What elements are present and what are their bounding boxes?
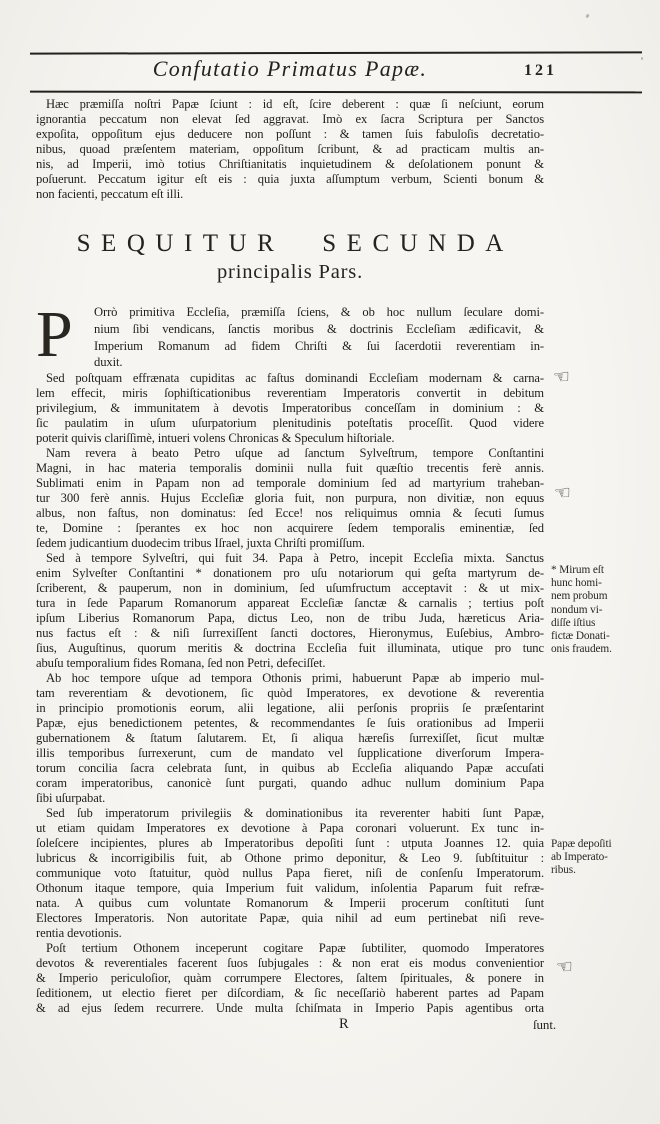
- manicule-icon: ☜: [552, 365, 571, 389]
- text-line: nibus, quoad præſentem materiam, oppoſitum ſcribunt, & ad practicam multis an-: [36, 142, 544, 156]
- ink-speck: [585, 14, 590, 19]
- text-line: ut etiam quidam Imperatores ex devotione à Papa coronari voluerunt. Ex tunc in-: [36, 821, 544, 836]
- text-line: coram imperatoribus, canonicè ſunt purgati, quando adhuc nullum dominium Papa: [36, 776, 544, 791]
- text-line: tura in ſede Paparum Romanorum appareat Eccleſiæ ſanctæ & carnalis ; tertius poſt: [36, 596, 544, 611]
- text-line: Magni, in hac materia temporalis dominii nulla fuit quæſtio trecentis ferè annis.: [36, 461, 544, 476]
- margin-note-line: ribus.: [551, 864, 576, 877]
- margin-note-line: onis fraudem.: [551, 643, 612, 656]
- text-line: Electores Imperatoris. Non autoritate Papæ, quia nihil ad eum pertinebat niſi reve-: [36, 911, 544, 926]
- text-line: Hæc præmiſſa noſtri Papæ ſciunt : id eſt, ſcire deberent : quæ ſi neſciunt, eorum: [46, 97, 544, 111]
- margin-note-line: Papæ depoſiti: [551, 838, 612, 850]
- text-line: Orrò primitiva Eccleſia, præmiſſa ſciens, & ob hoc nullum ſeculare domi-: [94, 305, 544, 319]
- text-line: & Imperio periculoſior, quàm corrumpere Electores, ſaltem ſpirituales, & ponere in: [36, 971, 544, 986]
- paragraph: [36, 446, 544, 551]
- text-line: Nam revera à beato Petro uſque ad ſanctum Sylveſtrum, tempore Conſtantini: [46, 446, 544, 461]
- margin-note-donation: [551, 564, 647, 656]
- text-line: ſcriberent, & pauperum, non in dominium, ſed uſumfructum acceptavit : & ut mix-: [36, 581, 544, 596]
- text-line: te, Domine : ſperantes ex hoc non acquirere ſedem temporalis eminentiæ, ſed: [36, 521, 544, 536]
- margin-note-line: nondum vi-: [551, 603, 603, 616]
- text-line: nus factus eſt : & niſi ſurrexiſſent ſancti doctores, Hieronymus, Euſebius, Ambro-: [36, 626, 544, 641]
- section-heading: SEQUITUR SECUNDA: [76, 230, 514, 257]
- text-line: Ab hoc tempore uſque ad tempora Othonis primi, habuerunt Papæ ab imperio mul-: [46, 671, 544, 686]
- drop-cap: P: [36, 298, 73, 371]
- paragraph: [36, 806, 544, 941]
- text-line: communique voto ſtatuitur, quòd nullus Papa fieret, niſi de conſenſu Imperatorum.: [36, 866, 544, 881]
- header-rule-bottom: [30, 91, 642, 94]
- text-line: Imperium Romanum ad fidem Chriſti & ſui ſacerdotii reverentiam in-: [94, 338, 544, 353]
- opening-paragraph: [36, 97, 544, 202]
- margin-note-line: * Mirum eſt: [551, 564, 604, 576]
- text-line: privilegium, & immunitatem à devotis Imperatoribus conceſſam in dominium : &: [36, 401, 544, 416]
- section-subheading: principalis Pars.: [216, 261, 364, 283]
- text-line: abuſu temporalium fides Romana, ſed non Petri, defeciſſet.: [36, 656, 326, 671]
- text-line: illis temporibus ſurrexerunt, cum de mandato vel ſupplicatione diverſorum Impera-: [36, 746, 544, 761]
- text-line: ſius, Auguſtinus, quorum meritis & doctrina Eccleſia fuit illuminata, utique pro tunc: [36, 641, 544, 656]
- text-line: ſoleſcere incipientes, plures ab Imperatoribus depoſiti ſunt : utputa Joannes 12. quia: [36, 836, 544, 851]
- text-line: non facienti, peccatum eſt illi.: [36, 187, 184, 201]
- page-number: 121: [524, 62, 557, 79]
- text-line: nis, ad Imperii, imò totius Chriſtianitatis inquietudinem & deſolationem ponunt &: [36, 157, 544, 171]
- text-line: Sed ſub imperatorum privilegiis & dominationibus ita reverenter habiti ſunt Papæ,: [46, 806, 544, 821]
- ink-speck: [641, 57, 643, 60]
- text-line: lem effecit, miris ſophiſticationibus reverentiam Imperatoris convertit in debitum: [36, 386, 544, 401]
- text-column: [36, 97, 556, 1033]
- text-line: devotos & reverentiales facerent ſuos ſubjugales : & non erat eis modus convenientior: [36, 956, 544, 971]
- text-line: & ad ejus ſedem recurrere. Unde multa ſchiſmata in Imperio Papis agentibus orta: [36, 1001, 544, 1016]
- text-line: Poſt tertium Othonem inceperunt cogitare Papæ ſubtiliter, quomodo Imperatores: [46, 941, 544, 956]
- text-line: tur 300 ferè annis. Hujus Eccleſiæ gloria fuit, non purpura, non divitiæ, non equus: [36, 491, 544, 506]
- text-line: in principio promotionis eorum, alii legatione, alii perſonis propriis ſe præſentarint: [36, 701, 544, 716]
- text-line: ipſum Liberius Romanorum Papa, dictus Leo, non de tribu Juda, hæreticus Aria-: [36, 611, 544, 626]
- text-line: ignorantia peccatum non elevat ſed aggravat. Imò ex ſacra Scriptura per Sanctos: [36, 112, 544, 126]
- paragraph: [36, 298, 544, 371]
- text-line: enim Sylveſter Conſtantini * donationem pro uſu notariorum qui geſta martyrum de-: [36, 566, 544, 581]
- signature-line: [36, 1016, 556, 1033]
- margin-note-deposed-popes: [551, 838, 647, 878]
- text-line: poterit quivis clariſſimè, intueri volens Chronicas & Speculum hiſtoriale.: [36, 431, 395, 446]
- text-line: gubernationem & ſtatum ſalutarem. Et, ſi aliqua hæreſis ſurrexiſſet, ſicut multæ: [36, 731, 544, 746]
- text-line: Sed à tempore Sylveſtri, qui fuit 34. Papa à Petro, incepit Eccleſia mixta. Sanctus: [46, 551, 544, 566]
- text-line: Othonum itaque tempore, quia Imperium fuit validum, inſolentia Paparum fuit refræ-: [36, 881, 544, 896]
- running-title: Confutatio Primatus Papæ.: [152, 56, 428, 81]
- text-line: torum concilia ſacra celebrata ſunt, in quibus ab Eccleſia aliquando Papæ accuſati: [36, 761, 544, 776]
- margin-note-line: nem probum: [551, 590, 608, 603]
- text-line: expoſita, oppoſitum ejus deducere non poſſunt : & tamen ſuis fabuloſis decretatio-: [36, 127, 544, 141]
- paragraph: [36, 371, 544, 446]
- manicule-icon: ☜: [553, 481, 572, 505]
- text-line: duxit.: [94, 355, 123, 370]
- signature-mark: R: [339, 1016, 349, 1033]
- manicule-icon: ☜: [555, 955, 574, 979]
- margin-note-line: ab Imperato-: [551, 851, 608, 864]
- text-line: ſeditionem, ut electio fieret per diſcordiam, & ſic neceſſariò haberent partes ad Papam: [36, 986, 544, 1001]
- paragraph: [36, 671, 544, 806]
- paragraph: [36, 941, 544, 1016]
- margin-note-line: fictæ Donati-: [551, 630, 610, 643]
- text-line: tam reverentiam & devotionem, ſic quòd Imperatores, ex devotione & reverentia: [36, 686, 544, 701]
- text-line: poſuerunt. Peccatum igitur eſt eis : quia juxta aſſumptum verbum, Scienti bonum &: [36, 172, 544, 186]
- text-line: albus, non faſtus, non dominatus: ſed Ecce! nos reliquimus omnia & ſecuti ſumus: [36, 506, 544, 521]
- body-paragraphs: [36, 298, 544, 1016]
- text-line: ſic paulatim in uſum uſurpatorium plenitudinis poteſtatis proceſſit. Quod videre: [36, 416, 544, 431]
- text-line: nium ſibi vendicans, ſanctis moribus & doctrinis Eccleſiam ædificavit, &: [94, 321, 544, 336]
- text-line: lubricus & incorrigibilis fuit, ab Othone primo deponitur, & Leo 9. ſubſtituitur :: [36, 851, 544, 866]
- text-line: Sed poſtquam effrænata cupiditas ac faſtus dominandi Eccleſiam modernam & carna-: [46, 371, 544, 386]
- section-heading-block: [36, 229, 544, 286]
- text-line: rentia devotionis.: [36, 926, 122, 941]
- text-line: ſibi uſurpabat.: [36, 791, 106, 806]
- paragraph: [36, 551, 544, 671]
- text-line: nata. A quibus cum voluntate Romanorum & Imperii procerum conſtituti ſunt: [36, 896, 544, 911]
- catchword: ſunt.: [533, 1017, 556, 1033]
- text-line: Papæ, ejus benedictionem petentes, & recommendantes ſe ſuis orationibus ad Imperii: [36, 716, 544, 731]
- margin-note-line: hunc homi-: [551, 577, 602, 590]
- margin-note-line: diſſe iſtius: [551, 616, 596, 629]
- header-rule-top: [30, 51, 642, 54]
- paragraph: [36, 97, 544, 202]
- text-line: ſedem judicantium duodecim tribus Iſrael, juxta Chriſti promiſſum.: [36, 536, 365, 551]
- text-line: Sublimati enim in Papam non ad temporale dominium ſed ad martyrium traheban-: [36, 476, 544, 491]
